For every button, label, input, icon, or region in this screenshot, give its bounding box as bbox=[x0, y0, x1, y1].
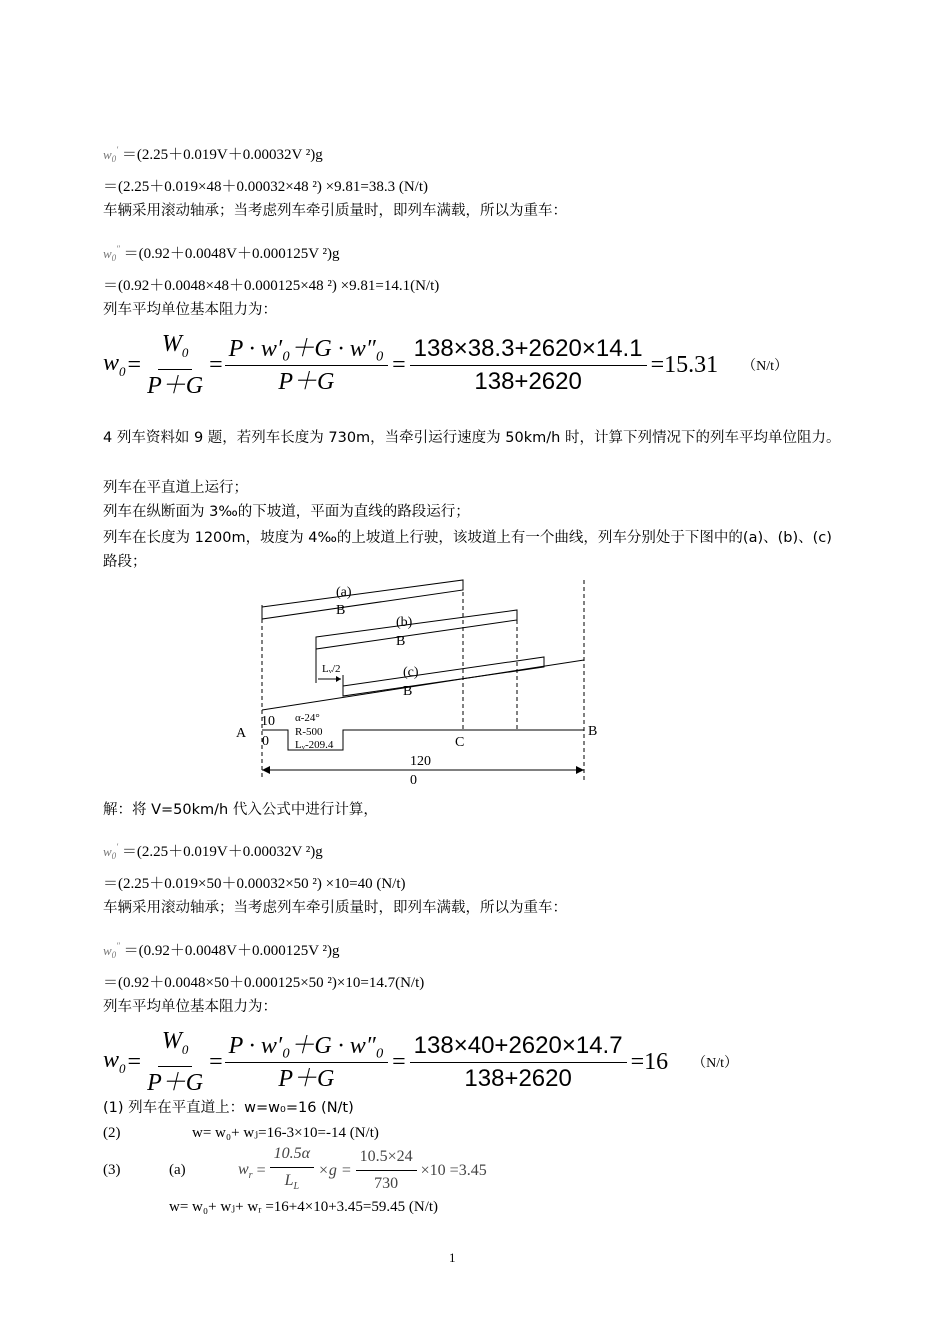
label-curve-r: R-500 bbox=[295, 726, 323, 738]
label-0: 0 bbox=[262, 734, 269, 749]
lv2-arrowhead bbox=[336, 676, 341, 682]
train-a bbox=[262, 580, 463, 619]
w0-prime-formula-2: $w_0' =(2.25+0.019V+0.00032V$ ²)g bbox=[103, 842, 323, 861]
answer-3-sub-a: (a) bbox=[169, 1162, 186, 1178]
problem-case-3: 列车在长度为 1200m，坡度为 4‰的上坡道上行驶，该坡道上有一个曲线，列车分别处于下图中的(a)、(b)、(c)路段； bbox=[103, 530, 832, 570]
eq-lhs: $w_0$ bbox=[103, 350, 126, 379]
w0-prime-calc-2: ＝(2.25＋0.019×50＋0.00032×50 ²) ×10=40 (N/t) bbox=[103, 876, 406, 892]
avg-resistance-label-1: 列车平均单位基本阻力为： bbox=[103, 302, 277, 318]
w0-double-prime-calc-1: ＝(0.92＋0.0048×48＋0.000125×48 ²) ×9.81=14.1(N/t) bbox=[103, 278, 440, 294]
w0-double-prime-calc-2: ＝(0.92＋0.0048×50＋0.000125×50 ²)×10=14.7(N/t) bbox=[103, 975, 425, 991]
eq-fraction-3: $\frac{138\times 38.3+2620\times 14.1}{138+2620}$ bbox=[410, 335, 647, 396]
label-lv2: Lᵥ/2 bbox=[322, 663, 341, 675]
problem-case-1: 列车在平直道上运行； bbox=[103, 480, 248, 496]
answer-3-number: (3) bbox=[103, 1162, 121, 1178]
problem-case-2: 列车在纵断面为 3‰的下坡道，平面为直线的路段运行； bbox=[103, 504, 470, 520]
eq-fraction-1: $\frac{W_0}{P+G}$ bbox=[147, 331, 204, 399]
label-a: (a) bbox=[336, 585, 352, 600]
label-dim-120: 120 bbox=[410, 754, 431, 769]
w0-double-prime-formula-1: $w_0'' =(0.92+0.0048V+0.000125V$ ²)g bbox=[103, 244, 340, 263]
dim-arrowhead-right bbox=[576, 766, 584, 774]
label-B-end: B bbox=[588, 724, 598, 739]
solution-intro: 解：将 V=50km/h 代入公式中进行计算， bbox=[103, 802, 378, 818]
label-c-B: B bbox=[403, 684, 413, 699]
label-a-B: B bbox=[336, 603, 346, 618]
w0-double-prime-formula-2: $w_0'' =(0.92+0.0048V+0.000125V$ ²)g bbox=[103, 941, 340, 960]
bearing-note-2: 车辆采用滚动轴承；当考虑列车牵引质量时，即列车满载，所以为重车： bbox=[103, 900, 567, 916]
answer-3-total: w= w₀+ wⱼ+ wᵣ =16+4×10+3.45=59.45 (N/t) bbox=[169, 1199, 439, 1215]
track-profile-diagram bbox=[230, 575, 610, 790]
eq-fraction-2: $\frac{\text{P · w′₀＋G · w″₀}}{P+G}$ bbox=[225, 335, 389, 396]
label-b-B: B bbox=[396, 634, 406, 649]
curve-resistance-equation: $w_r$ = $\frac{10.5\alpha}{L_L}$ ×g = $\frac{10.5\times 24}{730}$ ×10 =3.45 bbox=[238, 1145, 487, 1192]
train-b bbox=[316, 610, 517, 649]
label-C: C bbox=[455, 735, 465, 750]
slope-line bbox=[262, 660, 584, 710]
label-c: (c) bbox=[403, 665, 419, 680]
train-c bbox=[343, 657, 544, 696]
w0-prime-formula-1: $w_0' =(2.25+0.019V+0.00032V$ ²)g bbox=[103, 145, 323, 164]
w0-prime-calc-1: ＝(2.25＋0.019×48＋0.00032×48 ²) ×9.81=38.3 (N/t) bbox=[103, 179, 428, 195]
bearing-note-1: 车辆采用滚动轴承；当考虑列车牵引质量时，即列车满载，所以为重车： bbox=[103, 203, 567, 219]
page-number: 1 bbox=[449, 1250, 456, 1265]
label-curve-l: Lᵥ-209.4 bbox=[295, 739, 334, 751]
avg-resistance-equation-2: $w_0$ = $\frac{W_0}{P+G}$ = $\frac{\text{P · w′₀＋G · w″₀}}{P+G}$ = $\frac{138\times 40+2620\times 14.7}{138+2620}$ =16 （N/t） bbox=[103, 1028, 738, 1096]
dim-arrowhead-left bbox=[262, 766, 270, 774]
label-b: (b) bbox=[396, 615, 413, 630]
problem-statement: 4 列车资料如 9 题，若列车长度为 730m，当牵引运行速度为 50km/h 时，计算下列情况下的列车平均单位阻力。 bbox=[103, 430, 841, 446]
avg-resistance-label-2: 列车平均单位基本阻力为： bbox=[103, 999, 277, 1015]
label-A: A bbox=[236, 726, 247, 741]
answer-2: w= w₀+ wⱼ=16-3×10=-14 (N/t) bbox=[192, 1125, 379, 1141]
avg-resistance-equation-1: $w_0$ = $\frac{W_0}{P+G}$ = $\frac{\text{P · w′₀＋G · w″₀}}{P+G}$ = $\frac{138\times 38.3+2620\times 14.1}{138+2620}$ =15.31 （N/t） bbox=[103, 331, 789, 399]
label-10: 10 bbox=[261, 714, 275, 729]
answer-2-number: (2) bbox=[103, 1125, 121, 1141]
label-curve-alpha: α-24° bbox=[295, 712, 320, 724]
label-dim-0: 0 bbox=[410, 773, 417, 788]
answer-1: (1) 列车在平直道上：w=w₀=16 (N/t) bbox=[103, 1100, 354, 1116]
